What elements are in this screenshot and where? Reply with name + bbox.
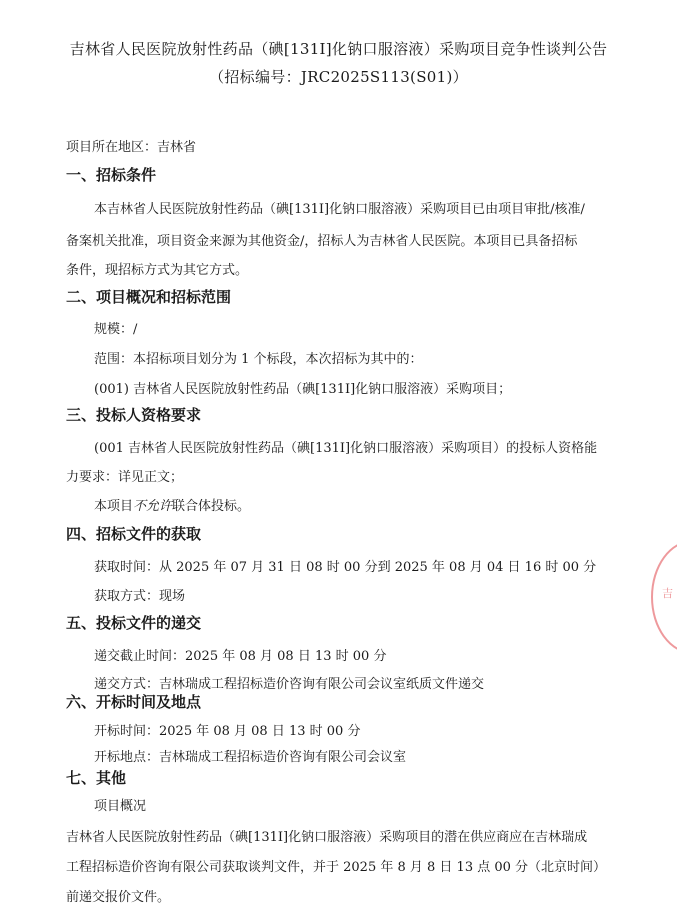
s1-line-2: 备案机关批准，项目资金来源为其他资金/，招标人为吉林省人民医院。本项目已具备招标 [66, 234, 578, 249]
s6-time: 开标时间：2025 年 08 月 08 日 13 时 00 分 [94, 724, 361, 739]
tender-code: （招标编号：JRC2025S113(S01)） [209, 68, 468, 86]
s7-line-1: 吉林省人民医院放射性药品（碘[131I]化钠口服溶液）采购项目的潜在供应商应在吉林瑞成 [66, 830, 588, 845]
s6-place: 开标地点：吉林瑞成工程招标造价咨询有限公司会议室 [94, 750, 407, 765]
s7-sub: 项目概况 [94, 799, 147, 814]
s2-scale: 规模：/ [94, 322, 138, 337]
s5-method: 递交方式：吉林瑞成工程招标造价咨询有限公司会议室纸质文件递交 [94, 677, 485, 692]
s1-line-1: 本吉林省人民医院放射性药品（碘[131I]化钠口服溶液）采购项目已由项目审批/核准/ [94, 202, 585, 217]
section-heading-6: 六、开标时间及地点 [66, 693, 202, 711]
s5-deadline: 递交截止时间：2025 年 08 月 08 日 13 时 00 分 [94, 649, 387, 664]
section-heading-4: 四、招标文件的获取 [66, 525, 202, 543]
s4-method: 获取方式：现场 [94, 589, 186, 604]
seal-text: 吉 [662, 587, 673, 600]
s3-text-a: 本项目 [94, 499, 134, 514]
s3-line-1: (001 吉林省人民医院放射性药品（碘[131I]化钠口服溶液）采购项目）的投标人资格能 [94, 441, 598, 456]
s7-line-3: 前递交报价文件。 [66, 890, 171, 905]
s3-text-italic: 不允许 [133, 499, 173, 514]
section-heading-5: 五、投标文件的递交 [66, 614, 202, 632]
document-title: 吉林省人民医院放射性药品（碘[131I]化钠口服溶液）采购项目竞争性谈判公告 [69, 40, 608, 58]
section-heading-2: 二、项目概况和招标范围 [66, 288, 232, 306]
s2-range: 范围：本招标项目划分为 1 个标段，本次招标为其中的： [94, 352, 423, 367]
s3-line-3 [94, 495, 250, 514]
s4-time: 获取时间：从 2025 年 07 月 31 日 08 时 00 分到 2025 年 08 月 04 日 16 时 00 分 [94, 560, 597, 575]
s7-line-2: 工程招标造价咨询有限公司获取谈判文件，并于 2025 年 8 月 8 日 13 点 00 分（北京时间） [66, 860, 607, 875]
s1-line-3: 条件，现招标方式为其它方式。 [66, 263, 249, 278]
s2-item: (001) 吉林省人民医院放射性药品（碘[131I]化钠口服溶液）采购项目； [94, 382, 512, 397]
s3-text-c: 联合体投标。 [172, 499, 251, 514]
section-heading-1: 一、招标条件 [66, 166, 157, 184]
s3-line-2: 力要求：详见正文； [66, 470, 184, 485]
section-heading-7: 七、其他 [66, 769, 127, 787]
section-heading-3: 三、投标人资格要求 [66, 406, 202, 424]
project-location: 项目所在地区：吉林省 [66, 140, 197, 155]
